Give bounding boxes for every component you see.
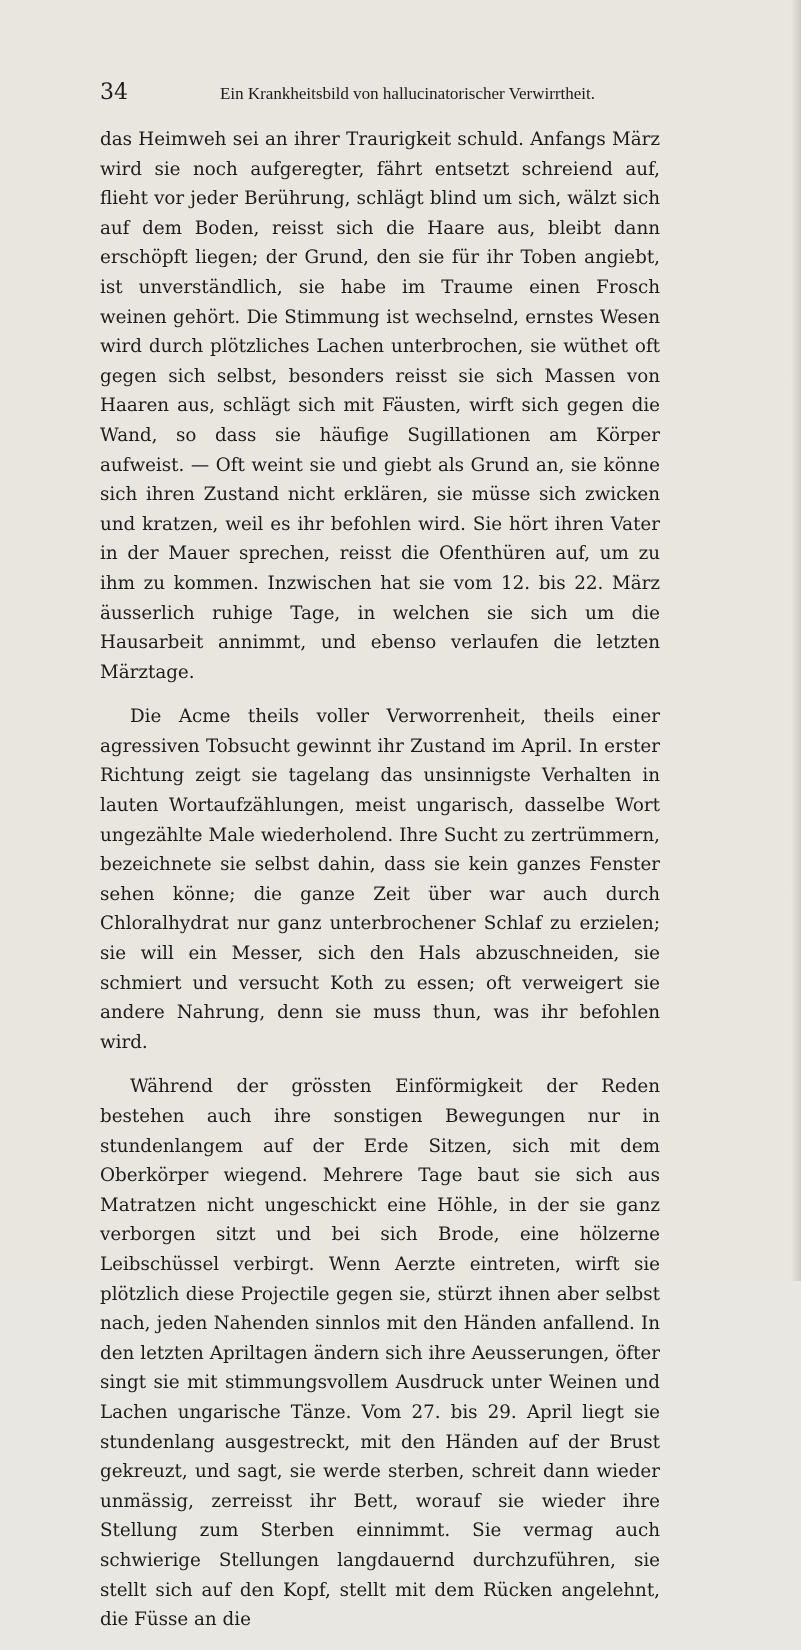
page-number: 34: [100, 80, 128, 105]
running-head: [100, 80, 660, 106]
paragraph: Die Acme theils voller Verworrenheit, theils einer agressiven Tobsucht gewinnt ihr Zustand im April. In erster Richtung zeigt sie tagelang das unsinnigste Verhalten in lauten Wortaufzählungen, meist ungarisch, dasselbe Wort ungezählte Male wiederholend. Ihre Sucht zu zertrümmern, bezeichnete sie selbst dahin, dass sie kein ganzes Fenster sehen könne; die ganze Zeit über war auch durch Chloralhydrat nur ganz unterbrochener Schlaf zu erzielen; sie will ein Messer, sich den Hals abzuschneiden, sie schmiert und versucht Koth zu essen; oft verweigert sie andere Nahrung, denn sie muss thun, was ihr befohlen wird.: [100, 706, 660, 1053]
paragraph: Während der grössten Einförmigkeit der Reden bestehen auch ihre sonstigen Bewegungen nur in stundenlangem auf der Erde Sitzen, sich mit dem Oberkörper wiegend. Mehrere Tage baut sie sich aus Matratzen nicht ungeschickt eine Höhle, in der sie ganz verborgen sitzt und bei sich Brode, eine hölzerne Leibschüssel verbirgt. Wenn Aerzte eintreten, wirft sie plötzlich diese Projectile gegen sie, stürzt ihnen aber selbst nach, jeden Nahenden sinnlos mit den Händen anfallend. In den letzten Apriltagen ändern sich ihre Aeusserungen, öfter singt sie mit stimmungsvollem Ausdruck unter Weinen und Lachen ungarische Tänze. Vom 27. bis 29. April liegt sie stundenlang ausgestreckt, mit den Händen auf der Brust gekreuzt, und sagt, sie werde sterben, schreit dann wieder unmässig, zerreisst ihr Bett, worauf sie wieder ihre Stellung zum Sterben einnimmt. Sie vermag auch schwierige Stellungen langdauernd durchzuführen, sie stellt sich auf den Kopf, stellt mit dem Rücken angelehnt, die Füsse an die: [100, 1076, 660, 1631]
body-text: [100, 125, 660, 1650]
paragraph: das Heimweh sei an ihrer Traurigkeit schuld. Anfangs März wird sie noch aufgeregter, fährt entsetzt schreiend auf, flieht vor jeder Berührung, schlägt blind um sich, wälzt sich auf dem Boden, reisst sich die Haare aus, bleibt dann erschöpft liegen; der Grund, den sie für ihr Toben angiebt, ist unverständlich, sie habe im Traume einen Frosch weinen gehört. Die Stimmung ist wechselnd, ernstes Wesen wird durch plötzliches Lachen unterbrochen, sie wüthet oft gegen sich selbst, besonders reisst sie sich Massen von Haaren aus, schlägt sich mit Fäusten, wirft sich gegen die Wand, so dass sie häufige Sugillationen am Körper aufweist. — Oft weint sie und giebt als Grund an, sie könne sich ihren Zustand nicht erklären, sie müsse sich zwicken und kratzen, weil es ihr befohlen wird. Sie hört ihren Vater in der Mauer sprechen, reisst die Ofenthüren auf, um zu ihm zu kommen. Inzwischen hat sie vom 12. bis 22. März äusserlich ruhige Tage, in welchen sie sich um die Hausarbeit annimmt, und ebenso verlaufen die letzten Märztage.: [100, 129, 660, 683]
page-edge-shadow: [791, 0, 801, 1281]
running-title: Ein Krankheitsbild von hallucinatorischer Verwirrtheit.: [220, 84, 596, 103]
